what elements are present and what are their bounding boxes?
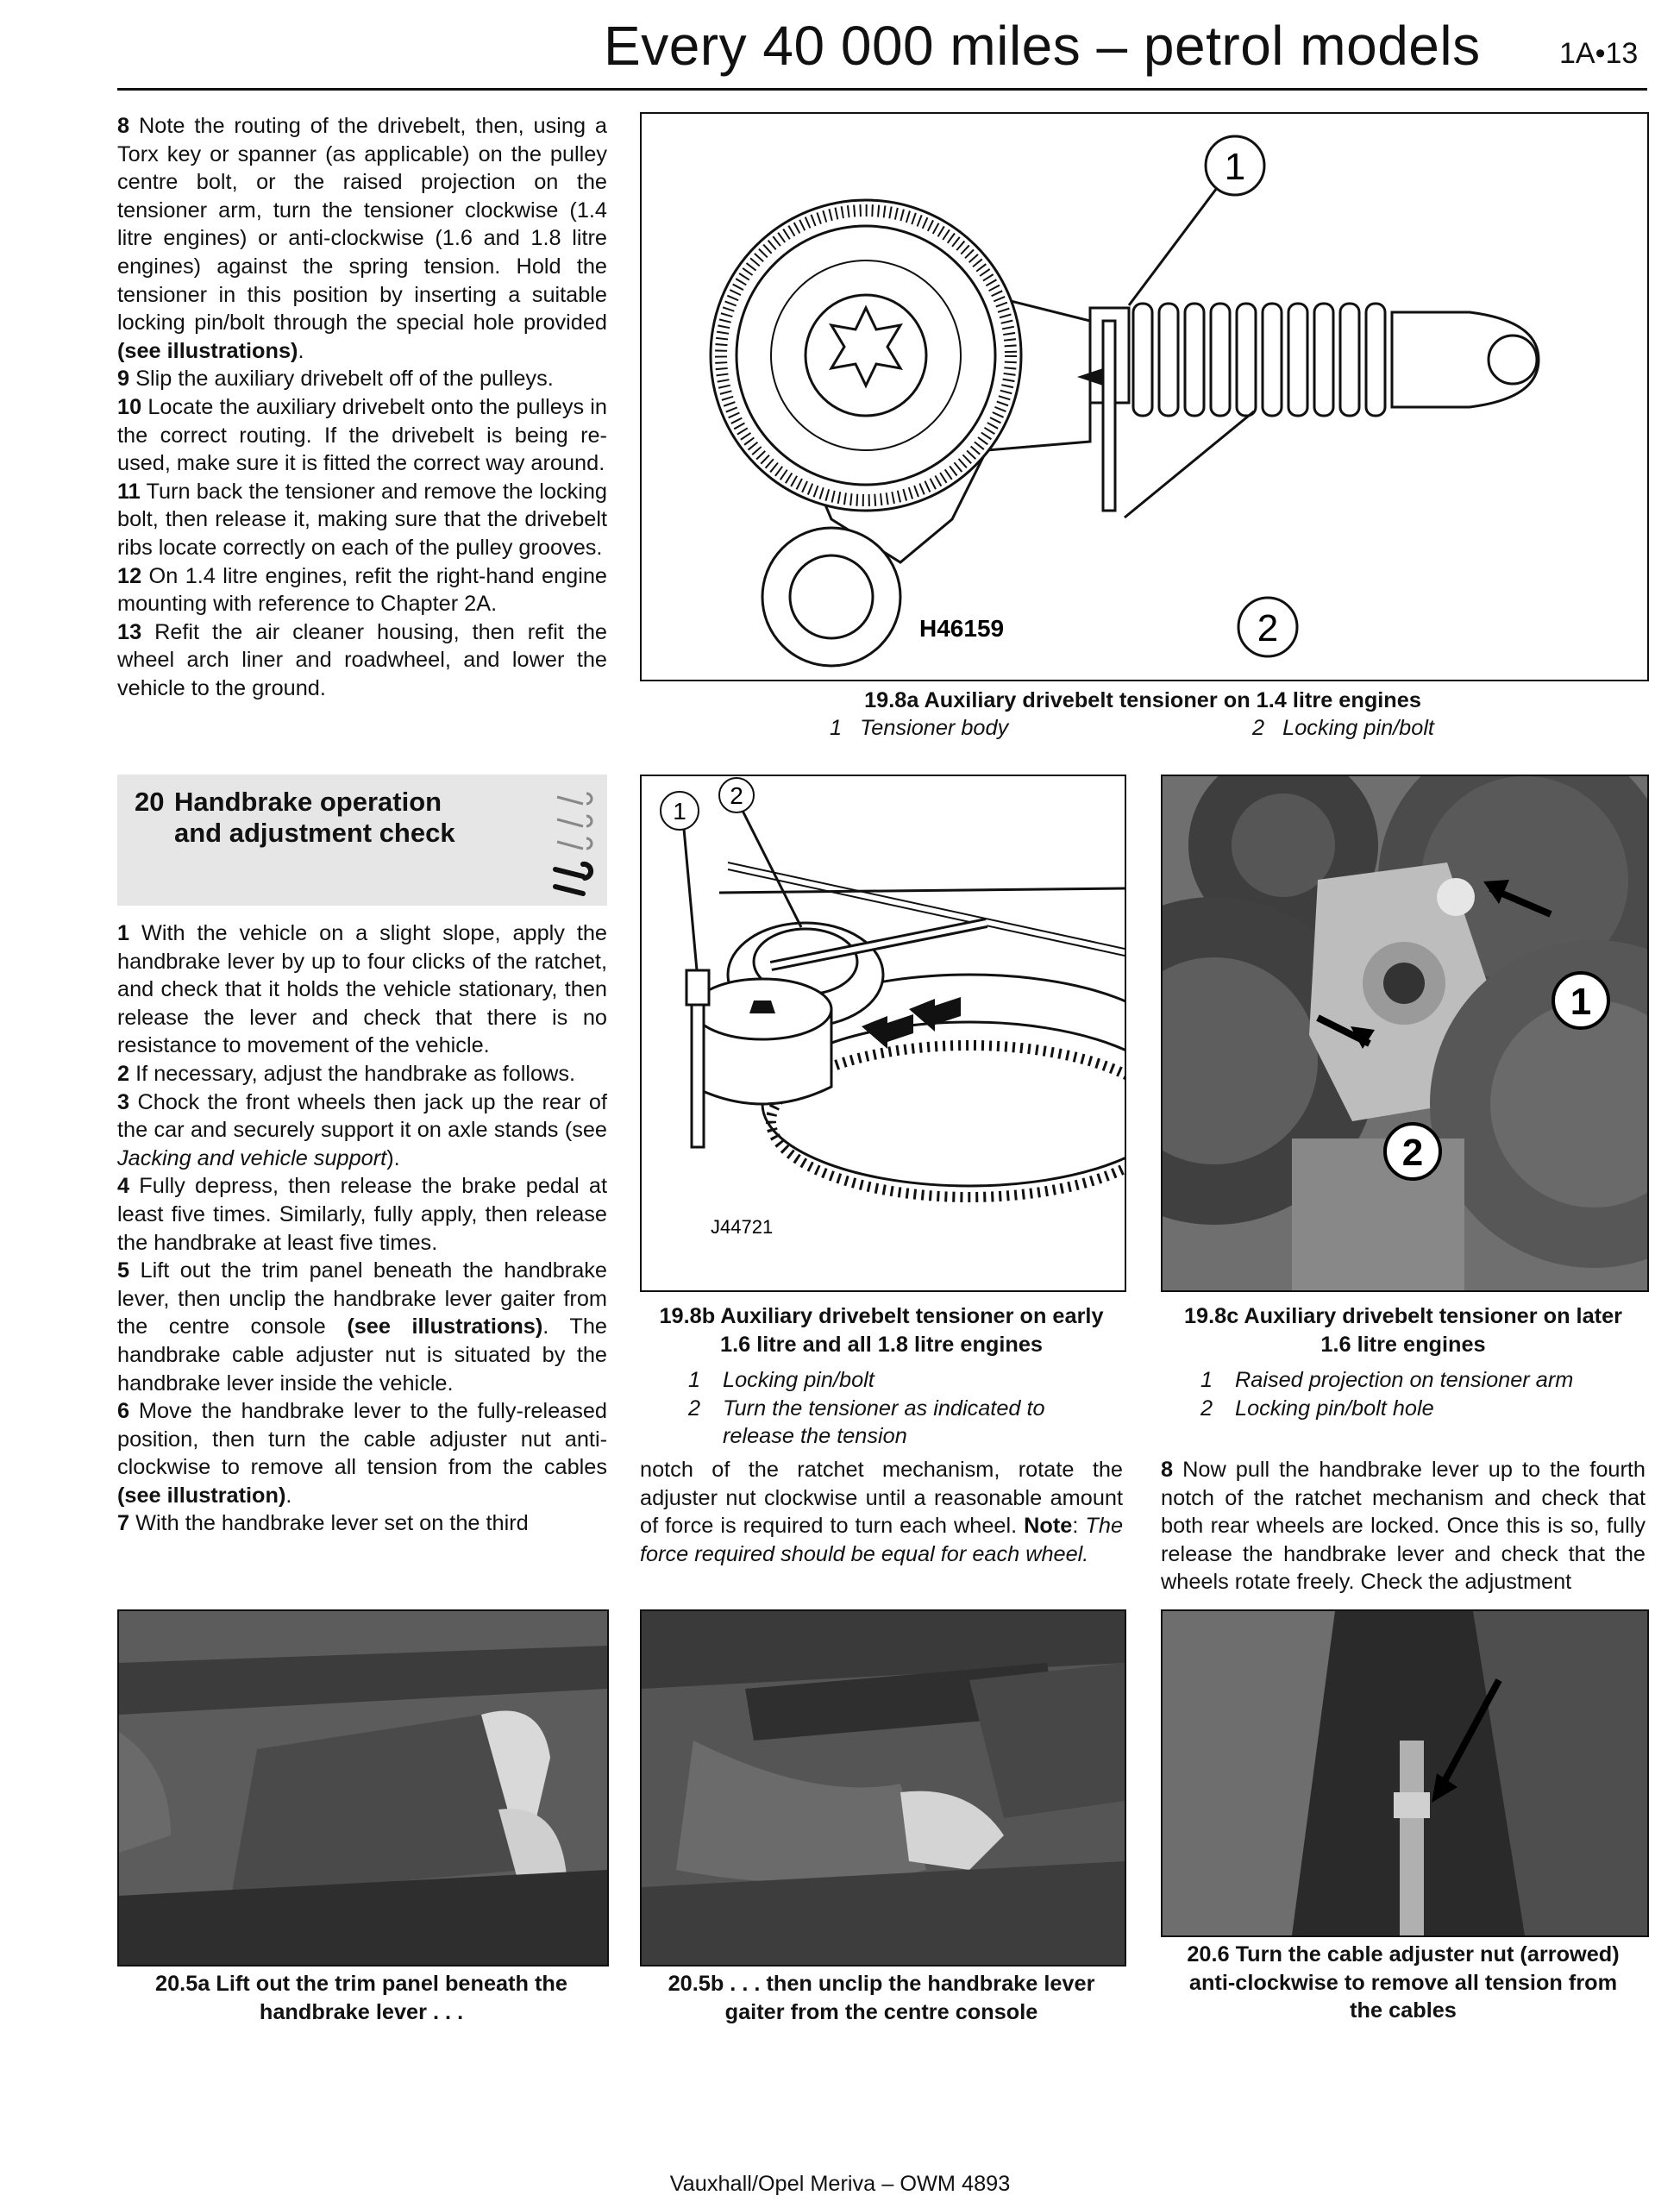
header-rule bbox=[117, 88, 1647, 91]
paragraph-13: 13 Refit the air cleaner housing, then refit the wheel arch liner and roadwheel, and lower the vehicle to the ground. bbox=[117, 619, 607, 700]
figure-19-8c bbox=[1161, 775, 1649, 1292]
legend-19-8a-2: 2 Locking pin/bolt bbox=[1252, 716, 1434, 740]
paragraph-20-6: 6 Move the handbrake lever to the fully-released position, then turn the cable adjuster nut anti-clockwise to remove all tension from the cables (see illustration). bbox=[117, 1399, 607, 1508]
callout-1: 1 bbox=[1224, 146, 1246, 188]
left-column-bottom bbox=[117, 919, 607, 1538]
middle-column-text: notch of the ratchet mechanism, rotate the adjuster nut clockwise until a reasonable amount of force is required to turn each wheel. Note: The force required should be equal for each wheel. bbox=[640, 1458, 1124, 1566]
paragraph-20-5: 5 Lift out the trim panel beneath the handbrake lever, then unclip the handbrake lever gaiter from the centre console (see illustrations). The handbrake cable adjuster nut is situated by the handbrake lever inside the vehicle. bbox=[117, 1258, 607, 1396]
legend-19-8c: 1 Raised projection on tensioner arm 2 Locking pin/bolt hole bbox=[1200, 1368, 1574, 1421]
paragraph-20-2: 2 If necessary, adjust the handbrake as follows. bbox=[117, 1061, 576, 1086]
figure-19-8b bbox=[640, 775, 1126, 1292]
page-title: Every 40 000 miles – petrol models bbox=[604, 15, 1481, 77]
difficulty-spanners-icon bbox=[549, 785, 600, 897]
figure-20-5a bbox=[117, 1609, 609, 1966]
paragraph-11: 11 Turn back the tensioner and remove the locking bolt, then release it, making sure that the drivebelt ribs locate correctly on each of the pulley grooves. bbox=[117, 479, 607, 560]
legend-19-8b: 1 Locking pin/bolt 2 Turn the tensioner as indicated to release the tension bbox=[688, 1368, 1045, 1449]
callout-2: 2 bbox=[730, 782, 743, 809]
figure-20-5b bbox=[640, 1609, 1126, 1966]
page-number: 1A•13 bbox=[1559, 37, 1639, 70]
page-footer: Vauxhall/Opel Meriva – OWM 4893 bbox=[669, 2172, 1011, 2196]
caption-19-8a: 19.8a Auxiliary drivebelt tensioner on 1.4 litre engines bbox=[864, 688, 1421, 712]
callout-1: 1 bbox=[673, 798, 686, 825]
paragraph-20-1: 1 With the vehicle on a slight slope, apply the handbrake lever by up to four clicks of the ratchet, and check that it holds the vehicle stationary, then release the lever and check that there is no resistance to movement of the vehicle. bbox=[117, 921, 607, 1058]
legend-19-8a-1: 1 Tensioner body bbox=[830, 716, 1009, 740]
paragraph-10: 10 Locate the auxiliary drivebelt onto the pulleys in the correct routing. If the drivebelt is being re-used, make sure it is fitted the correct way around. bbox=[117, 394, 607, 476]
left-column-top bbox=[117, 112, 607, 702]
figure-19-8a bbox=[640, 112, 1649, 681]
right-column-text: 8 Now pull the handbrake lever up to the fourth notch of the ratchet mechanism and check that both rear wheels are locked. Once this is so, fully release the handbrake lever and check that the wheels rotate freely. Check the adjustment bbox=[1161, 1458, 1646, 1595]
paragraph-8: 8 Note the routing of the drivebelt, then, using a Torx key or spanner (as applicable) on the pulley centre bolt, or the raised projection on the tensioner arm, turn the tensioner clockwise (1.4 litre engines) or anti-clockwise (1.6 and 1.8 litre engines) against the spring tension. Hold the tensioner in this position by inserting a suitable locking pin/bolt through the special hole provided (see illustrations). bbox=[117, 114, 607, 363]
caption-20-6: 20.6 Turn the cable adjuster nut (arrowed) anti-clockwise to remove all tension from the cables bbox=[1187, 1942, 1620, 2023]
adjuster-nut-photo bbox=[1163, 1611, 1647, 1935]
tensioner-diagram bbox=[642, 114, 1647, 680]
caption-20-5a: 20.5a Lift out the trim panel beneath the handbrake lever . . . bbox=[155, 1972, 567, 2024]
engine-photo bbox=[1163, 776, 1647, 1290]
paragraph-12: 12 On 1.4 litre engines, refit the right-hand engine mounting with reference to Chapter 2A. bbox=[117, 563, 607, 617]
figure-code: J44721 bbox=[711, 1216, 774, 1238]
figure-20-6 bbox=[1161, 1609, 1649, 1937]
callout-2: 2 bbox=[1401, 1132, 1424, 1174]
figure-code: H46159 bbox=[919, 615, 1005, 642]
drivebelt-diagram bbox=[642, 776, 1125, 1290]
paragraph-20-3: 3 Chock the front wheels then jack up the rear of the car and securely support it on axle stands (see Jacking and vehicle support). bbox=[117, 1089, 607, 1170]
section-number: 20 bbox=[135, 787, 165, 817]
gaiter-photo bbox=[642, 1611, 1125, 1965]
caption-19-8b: 19.8b Auxiliary drivebelt tensioner on early 1.6 litre and all 1.8 litre engines bbox=[659, 1304, 1104, 1357]
paragraph-20-4: 4 Fully depress, then release the brake pedal at least five times. Similarly, fully apply, then release the handbrake at least five times. bbox=[117, 1174, 607, 1255]
paragraph-9: 9 Slip the auxiliary drivebelt off of the pulleys. bbox=[117, 367, 554, 392]
paragraph-20-7: 7 With the handbrake lever set on the third bbox=[117, 1511, 529, 1536]
caption-19-8c: 19.8c Auxiliary drivebelt tensioner on later 1.6 litre engines bbox=[1183, 1304, 1622, 1357]
callout-2: 2 bbox=[1257, 607, 1279, 649]
callout-1: 1 bbox=[1570, 981, 1592, 1023]
caption-20-5b: 20.5b . . . then unclip the handbrake lever gaiter from the centre console bbox=[668, 1972, 1095, 2024]
section-title: Handbrake operation and adjustment check bbox=[174, 787, 455, 848]
section-heading-20 bbox=[117, 775, 607, 906]
trim-panel-photo bbox=[119, 1611, 607, 1965]
